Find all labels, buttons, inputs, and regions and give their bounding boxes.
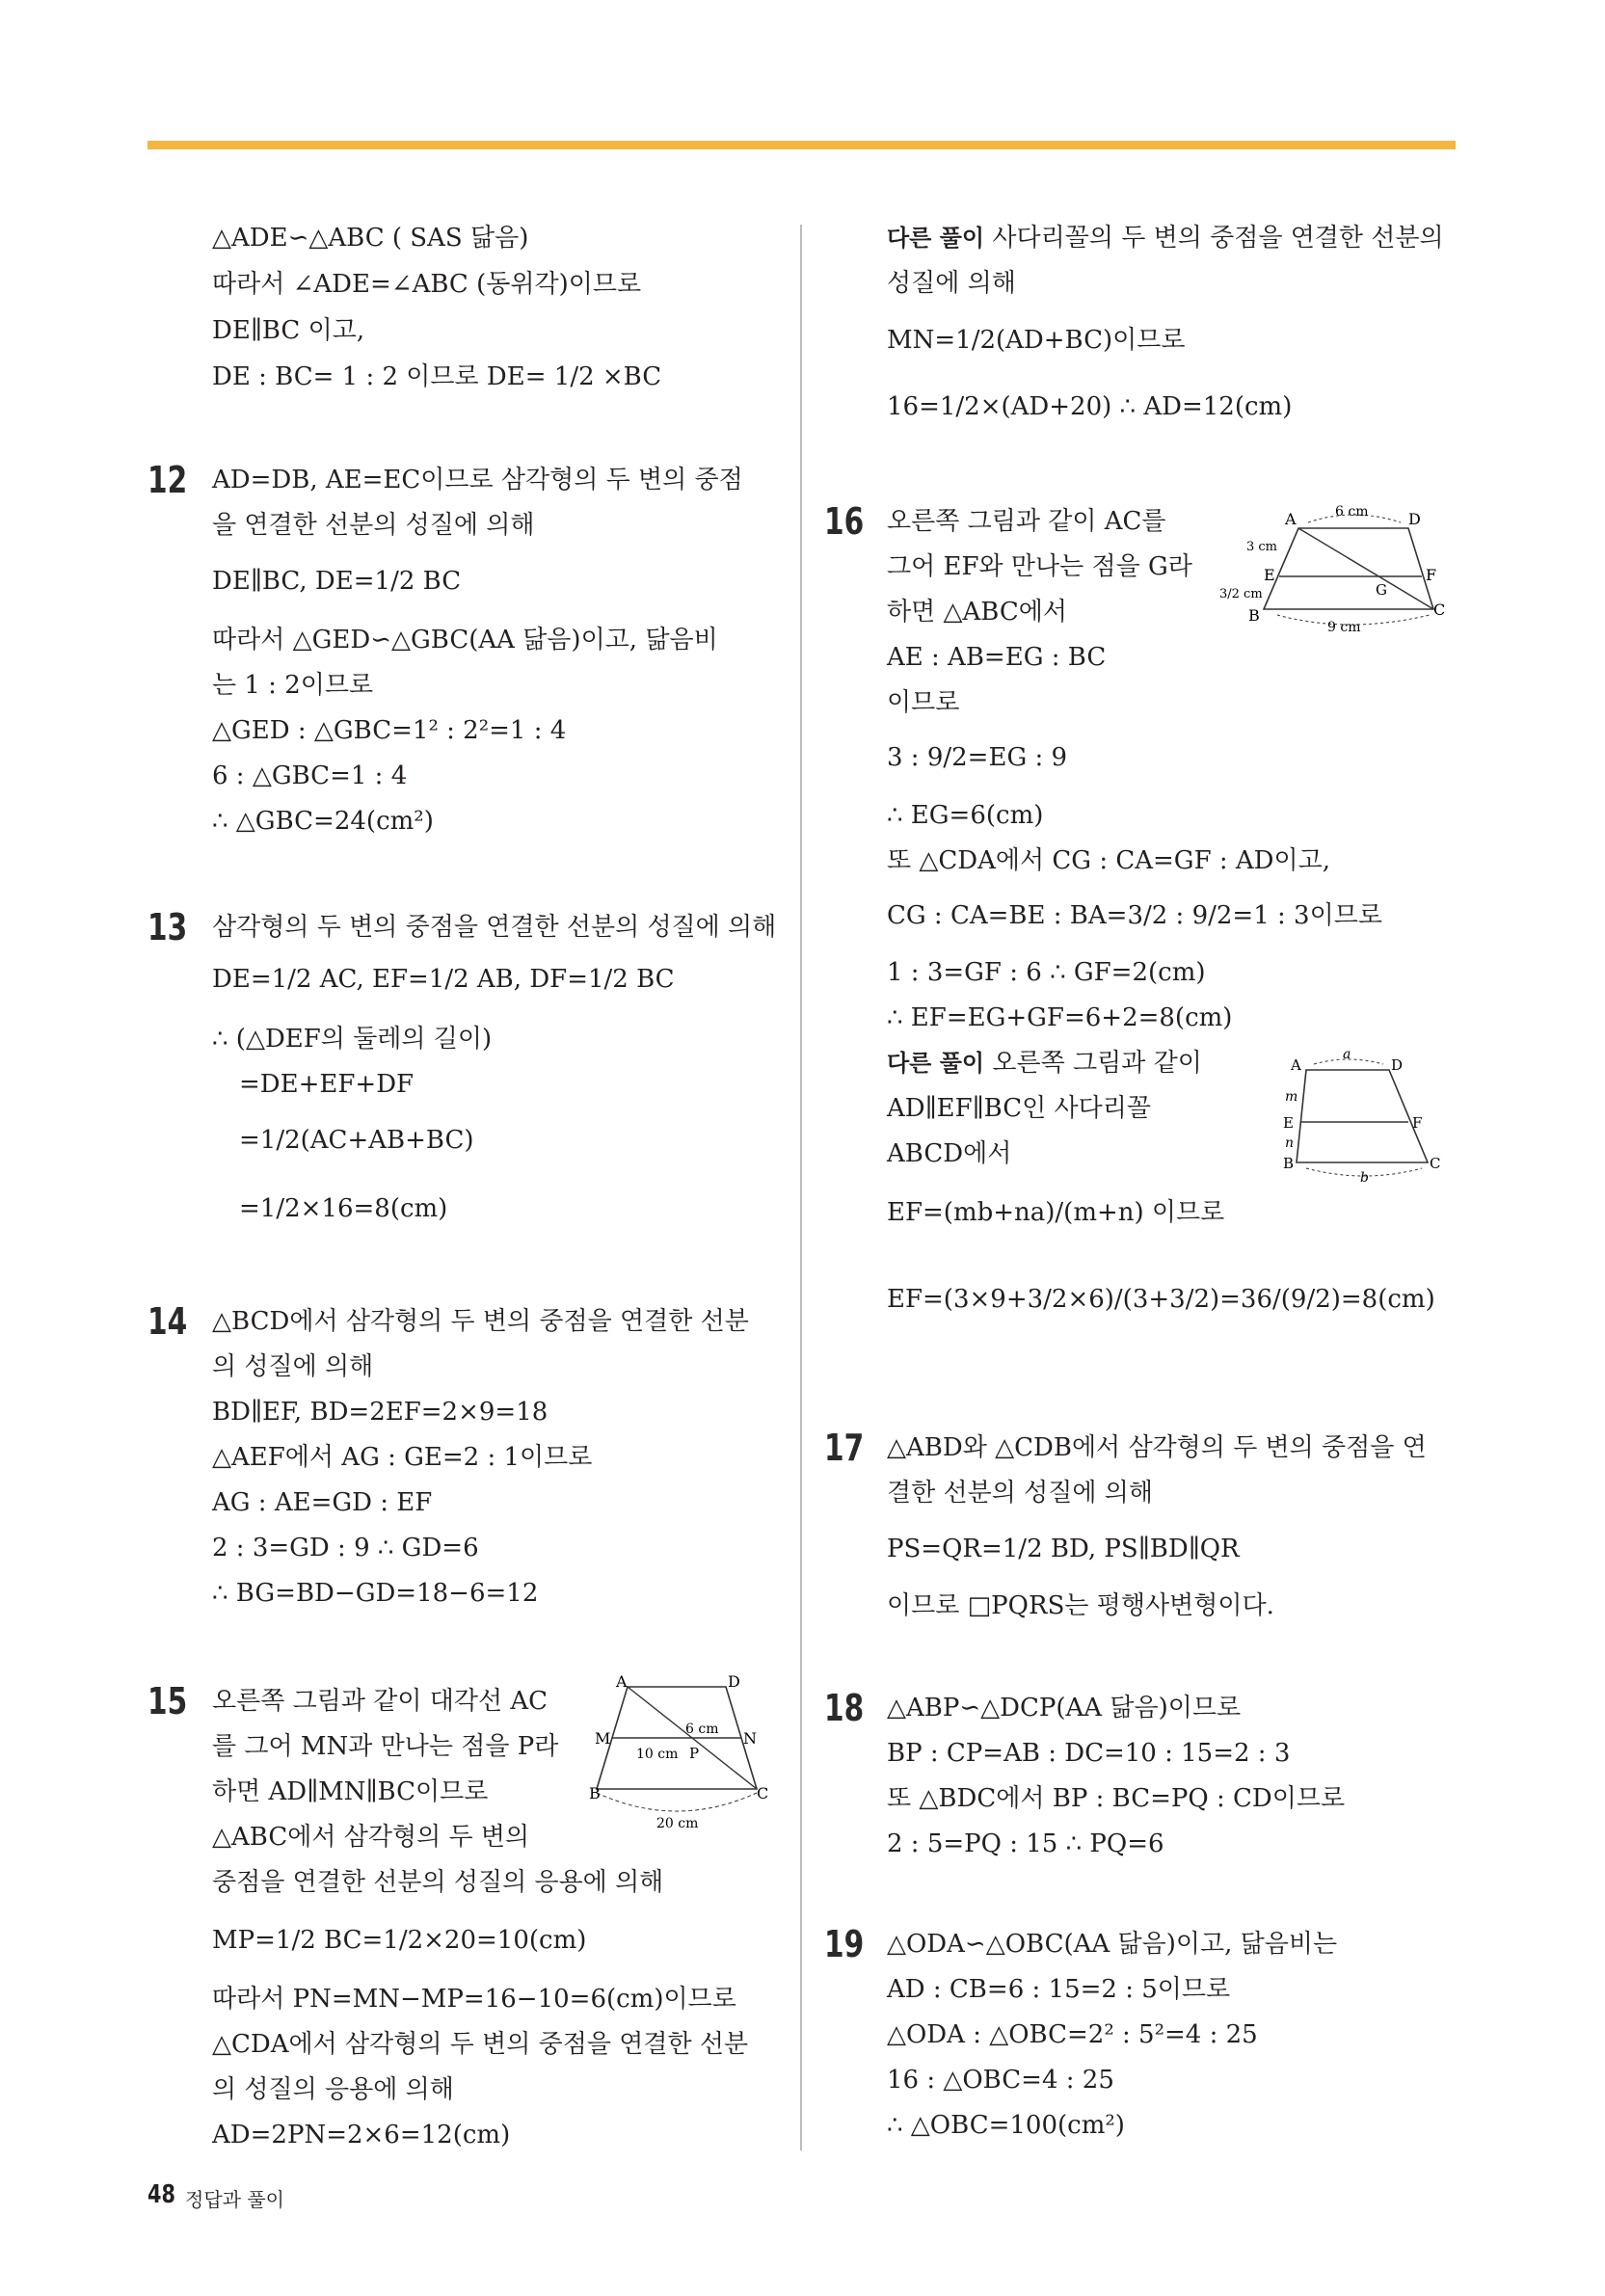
p16-line-9: CG : CA=BE : BA=3/2 : 9/2=1 : 3이므로 bbox=[887, 901, 1382, 930]
problem-number-13: 13 bbox=[147, 906, 188, 948]
header-accent-bar bbox=[147, 141, 1456, 149]
p15-line-4: △ABC에서 삼각형의 두 변의 bbox=[212, 1823, 530, 1852]
p11-line-2: 따라서 ∠ADE=∠ABC (동위각)이므로 bbox=[212, 270, 642, 299]
footer-title: 정답과 풀이 bbox=[185, 2188, 284, 2211]
p11-line-1: △ADE∽△ABC ( SAS 닮음) bbox=[212, 224, 529, 253]
fig16-label-f: F bbox=[1426, 566, 1437, 584]
p17-line-2: 결한 선분의 성질에 의해 bbox=[887, 1479, 1153, 1508]
fig16-label-g: G bbox=[1376, 581, 1387, 599]
p14-line-7: ∴ BG=BD−GD=18−6=12 bbox=[212, 1579, 539, 1608]
p18-line-1: △ABP∽△DCP(AA 닮음)이므로 bbox=[887, 1694, 1242, 1722]
p11-line-4: DE : BC= 1 : 2 이므로 DE= 1/2 ×BC bbox=[212, 362, 662, 391]
fig15-label-m: M bbox=[595, 1729, 611, 1748]
p16-line-2: 그어 EF와 만나는 점을 G라 bbox=[887, 552, 1192, 581]
p18-line-2: BP : CP=AB : DC=10 : 15=2 : 3 bbox=[887, 1739, 1291, 1768]
p12-line-3: DE∥BC, DE=1/2 BC bbox=[212, 567, 462, 596]
p14-line-6: 2 : 3=GD : 9 ∴ GD=6 bbox=[212, 1534, 479, 1562]
fig16-length-bc: 9 cm bbox=[1327, 620, 1361, 635]
alt15-line-1 bbox=[887, 221, 1444, 255]
problem-number-16: 16 bbox=[824, 500, 865, 543]
p12-line-7: 6 : △GBC=1 : 4 bbox=[212, 761, 408, 790]
p15-line-9: 의 성질의 응용에 의해 bbox=[212, 2075, 454, 2104]
fig16-length-ae: 3 cm bbox=[1246, 540, 1278, 554]
p19-line-4: 16 : △OBC=4 : 25 bbox=[887, 2066, 1114, 2095]
fig16-label-a: A bbox=[1285, 510, 1297, 528]
alt16-label: 다른 풀이 bbox=[887, 1050, 985, 1077]
fig16-length-eb: 3/2 cm bbox=[1219, 587, 1263, 601]
alt15-line-3: MN=1/2(AD+BC)이므로 bbox=[887, 326, 1186, 355]
p12-line-5: 는 1 : 2이므로 bbox=[212, 671, 374, 700]
p15-line-10: AD=2PN=2×6=12(cm) bbox=[212, 2121, 511, 2149]
fig16b-label-b-length: b bbox=[1360, 1170, 1369, 1184]
p17-line-1: △ABD와 △CDB에서 삼각형의 두 변의 중점을 연 bbox=[887, 1433, 1427, 1462]
p12-line-6: △GED : △GBC=1² : 2²=1 : 4 bbox=[212, 716, 567, 745]
p13-line-2: DE=1/2 AC, EF=1/2 AB, DF=1/2 BC bbox=[212, 965, 675, 994]
fig16-label-b: B bbox=[1248, 606, 1260, 625]
p15-line-2: 를 그어 MN과 만나는 점을 P라 bbox=[212, 1732, 559, 1761]
p14-line-2: 의 성질에 의해 bbox=[212, 1352, 374, 1381]
p16-line-7: ∴ EG=6(cm) bbox=[887, 801, 1044, 830]
p16-line-1: 오른쪽 그림과 같이 AC를 bbox=[887, 507, 1166, 536]
fig15-label-p: P bbox=[689, 1745, 700, 1762]
problem-number-12: 12 bbox=[147, 459, 188, 501]
fig16-label-d: D bbox=[1408, 510, 1421, 528]
p15-line-5: 중점을 연결한 선분의 성질의 응용에 의해 bbox=[212, 1868, 664, 1897]
alt15-label: 다른 풀이 bbox=[887, 225, 985, 252]
problem-number-14: 14 bbox=[147, 1300, 188, 1343]
p12-line-2: 을 연결한 선분의 성질에 의해 bbox=[212, 511, 535, 540]
alt16-line-3: ABCD에서 bbox=[887, 1139, 1012, 1168]
p19-line-2: AD : CB=6 : 15=2 : 5이므로 bbox=[887, 1975, 1231, 2004]
p13-line-3: ∴ (△DEF의 둘레의 길이) bbox=[212, 1025, 493, 1054]
p12-line-8: ∴ △GBC=24(cm²) bbox=[212, 807, 434, 836]
alt16-line-5: EF=(3×9+3/2×6)/(3+3/2)=36/(9/2)=8(cm) bbox=[887, 1285, 1435, 1314]
p12-line-1: AD=DB, AE=EC이므로 삼각형의 두 변의 중점 bbox=[212, 466, 743, 494]
p14-line-1: △BCD에서 삼각형의 두 변의 중점을 연결한 선분 bbox=[212, 1307, 749, 1336]
fig15-length-bc: 20 cm bbox=[656, 1816, 699, 1829]
fig16b-label-a: A bbox=[1291, 1056, 1301, 1074]
fig16b-label-m: m bbox=[1285, 1089, 1298, 1105]
alt16-line-2: AD∥EF∥BC인 사다리꼴 bbox=[887, 1094, 1151, 1123]
p18-line-4: 2 : 5=PQ : 15 ∴ PQ=6 bbox=[887, 1829, 1164, 1858]
p16-line-4: AE : AB=EG : BC bbox=[887, 643, 1107, 672]
alt16-line-4: EF=(mb+na)/(m+n) 이므로 bbox=[887, 1198, 1225, 1227]
p12-line-4: 따라서 △GED∽△GBC(AA 닮음)이고, 닮음비 bbox=[212, 626, 718, 654]
p15-line-6: MP=1/2 BC=1/2×20=10(cm) bbox=[212, 1926, 587, 1955]
problem-number-19: 19 bbox=[824, 1923, 865, 1965]
p17-line-3: PS=QR=1/2 BD, PS∥BD∥QR bbox=[887, 1535, 1240, 1563]
p13-line-5: =1/2(AC+AB+BC) bbox=[239, 1126, 474, 1155]
fig15-label-d: D bbox=[728, 1675, 740, 1691]
alt16-text-1: 오른쪽 그림과 같이 bbox=[992, 1049, 1202, 1078]
p14-line-3: BD∥EF, BD=2EF=2×9=18 bbox=[212, 1398, 548, 1427]
fig16b-label-e: E bbox=[1283, 1114, 1294, 1132]
problem-number-15: 15 bbox=[147, 1680, 188, 1722]
p16-line-10: 1 : 3=GF : 6 ∴ GF=2(cm) bbox=[887, 958, 1206, 987]
p19-line-3: △ODA : △OBC=2² : 5²=4 : 25 bbox=[887, 2020, 1258, 2049]
p19-line-5: ∴ △OBC=100(cm²) bbox=[887, 2111, 1125, 2140]
fig16b-label-b: B bbox=[1283, 1155, 1295, 1172]
fig15-label-n: N bbox=[743, 1729, 757, 1748]
p17-line-4: 이므로 □PQRS는 평행사변형이다. bbox=[887, 1591, 1274, 1620]
p18-line-3: 또 △BDC에서 BP : BC=PQ : CD이므로 bbox=[887, 1784, 1346, 1813]
p16-line-3: 하면 △ABC에서 bbox=[887, 598, 1067, 627]
fig15-label-b: B bbox=[589, 1784, 601, 1802]
fig15-label-a: A bbox=[616, 1675, 628, 1691]
problem-number-17: 17 bbox=[824, 1427, 865, 1469]
p14-line-5: AG : AE=GD : EF bbox=[212, 1488, 433, 1517]
column-divider bbox=[800, 225, 802, 2150]
fig16b-label-n: n bbox=[1285, 1135, 1295, 1151]
p11-line-3: DE∥BC 이고, bbox=[212, 316, 365, 345]
p13-line-1: 삼각형의 두 변의 중점을 연결한 선분의 성질에 의해 bbox=[212, 913, 777, 942]
fig16b-label-f: F bbox=[1412, 1114, 1423, 1132]
alt15-text-1: 사다리꼴의 두 변의 중점을 연결한 선분의 bbox=[992, 224, 1444, 253]
p16-line-11: ∴ EF=EG+GF=6+2=8(cm) bbox=[887, 1003, 1233, 1032]
fig16-label-e: E bbox=[1264, 566, 1275, 584]
fig15-label-c: C bbox=[757, 1784, 769, 1802]
fig15-length-pn: 6 cm bbox=[685, 1722, 719, 1737]
fig16b-label-a-length: a bbox=[1343, 1049, 1351, 1062]
trapezoid-figure-16 bbox=[1219, 501, 1451, 636]
p15-line-8: △CDA에서 삼각형의 두 변의 중점을 연결한 선분 bbox=[212, 2030, 749, 2059]
p14-line-4: △AEF에서 AG : GE=2 : 1이므로 bbox=[212, 1443, 593, 1472]
fig15-length-mp: 10 cm bbox=[636, 1747, 679, 1762]
p15-line-3: 하면 AD∥MN∥BC이므로 bbox=[212, 1777, 489, 1806]
trapezoid-figure-15 bbox=[583, 1675, 776, 1829]
p15-line-1: 오른쪽 그림과 같이 대각선 AC bbox=[212, 1687, 548, 1716]
alt16-line-1 bbox=[887, 1046, 1202, 1081]
trapezoid-figure-16b bbox=[1268, 1049, 1451, 1184]
fig16b-label-d: D bbox=[1391, 1056, 1404, 1074]
p19-line-1: △ODA∽△OBC(AA 닮음)이고, 닮음비는 bbox=[887, 1930, 1338, 1959]
page-number: 48 bbox=[147, 2180, 175, 2209]
p15-line-7: 따라서 PN=MN−MP=16−10=6(cm)이므로 bbox=[212, 1985, 736, 2014]
fig16-label-c: C bbox=[1433, 601, 1446, 619]
alt15-line-2: 성질에 의해 bbox=[887, 269, 1016, 298]
p16-line-6: 3 : 9/2=EG : 9 bbox=[887, 743, 1068, 772]
alt15-line-4: 16=1/2×(AD+20) ∴ AD=12(cm) bbox=[887, 392, 1293, 421]
problem-number-18: 18 bbox=[824, 1687, 865, 1729]
p13-line-4: =DE+EF+DF bbox=[239, 1070, 415, 1099]
p13-line-6: =1/2×16=8(cm) bbox=[239, 1194, 448, 1223]
fig16b-label-c: C bbox=[1430, 1155, 1441, 1172]
p16-line-5: 이므로 bbox=[887, 688, 960, 717]
p16-line-8: 또 △CDA에서 CG : CA=GF : AD이고, bbox=[887, 846, 1331, 875]
fig16-length-ad: 6 cm bbox=[1335, 504, 1369, 520]
